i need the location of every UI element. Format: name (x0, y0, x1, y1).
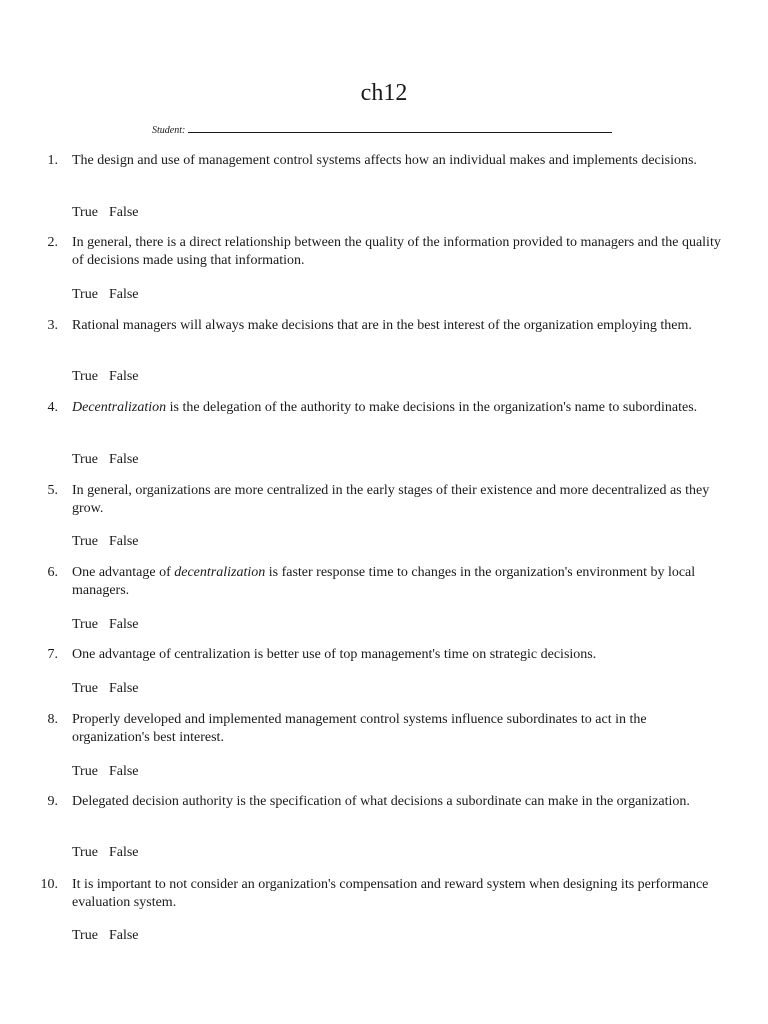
true-false-options (72, 451, 139, 468)
true-false-options (72, 844, 139, 861)
true-false-options (72, 368, 139, 385)
answer-true[interactable]: True (72, 845, 98, 860)
answer-false[interactable]: False (108, 617, 139, 632)
student-label: Student: (152, 125, 186, 136)
question-number: 6. (47, 565, 58, 580)
question-number: 7. (47, 647, 58, 662)
question-text: Delegated decision authority is the specification of what decisions a subordinate can make in the organization. (72, 794, 690, 809)
question-text: One advantage of decentralization is faster response time to changes in the organization's environment by local managers. (72, 565, 696, 598)
answer-false[interactable]: False (108, 534, 139, 549)
answer-true[interactable]: True (72, 928, 98, 943)
question-number: 2. (47, 235, 58, 250)
answer-true[interactable]: True (72, 205, 98, 220)
question-number: 10. (40, 877, 58, 892)
question-text: In general, there is a direct relationship between the quality of the information provided to managers and the quality of decisions made using that information. (72, 235, 721, 268)
answer-true[interactable]: True (72, 369, 98, 384)
answer-false[interactable]: False (108, 452, 139, 467)
question-number: 8. (47, 712, 58, 727)
true-false-options (72, 680, 139, 697)
true-false-options (72, 927, 139, 944)
answer-true[interactable]: True (72, 764, 98, 779)
answer-true[interactable]: True (72, 287, 98, 302)
answer-true[interactable]: True (72, 681, 98, 696)
question-number: 1. (47, 153, 58, 168)
question-text: Decentralization is the delegation of the authority to make decisions in the organization's name to subordinates. (72, 400, 698, 415)
question-number: 4. (47, 400, 58, 415)
answer-false[interactable]: False (108, 764, 139, 779)
answer-false[interactable]: False (108, 928, 139, 943)
question-text: In general, organizations are more centralized in the early stages of their existence and more decentralized as they grow. (72, 483, 710, 516)
true-false-options (72, 204, 139, 221)
answer-false[interactable]: False (108, 369, 139, 384)
answer-true[interactable]: True (72, 452, 98, 467)
true-false-options (72, 763, 139, 780)
question-number: 9. (47, 794, 58, 809)
true-false-options (72, 533, 139, 550)
answer-false[interactable]: False (108, 205, 139, 220)
question-text: The design and use of management control systems affects how an individual makes and implements decisions. (72, 153, 697, 168)
question-number: 3. (47, 318, 58, 333)
question-text: Properly developed and implemented management control systems influence subordinates to act in the organization's best interest. (72, 712, 647, 745)
answer-false[interactable]: False (108, 287, 139, 302)
true-false-options (72, 286, 139, 303)
student-name-line[interactable] (188, 122, 612, 133)
answer-true[interactable]: True (72, 617, 98, 632)
answer-false[interactable]: False (108, 845, 139, 860)
question-number: 5. (47, 483, 58, 498)
true-false-options (72, 616, 139, 633)
student-name-field (152, 122, 612, 138)
question-text: One advantage of centralization is better use of top management's time on strategic decisions. (72, 647, 597, 662)
answer-true[interactable]: True (72, 534, 98, 549)
answer-false[interactable]: False (108, 681, 139, 696)
page-title: ch12 (360, 80, 408, 106)
question-text: It is important to not consider an organization's compensation and reward system when designing its performance evaluation system. (72, 877, 709, 910)
question-text: Rational managers will always make decisions that are in the best interest of the organization employing them. (72, 318, 692, 333)
